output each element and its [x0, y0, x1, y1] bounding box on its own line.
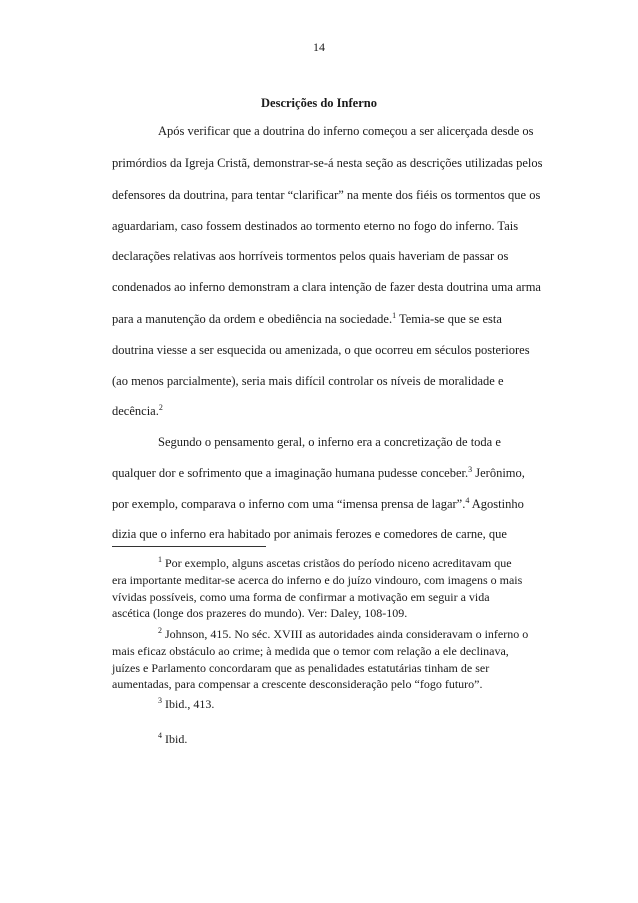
body-line — [112, 312, 502, 327]
body-text-segment: por exemplo, comparava o inferno com uma “imensa prensa de lagar”. — [112, 497, 466, 511]
body-line: dizia que o inferno era habitado por animais ferozes e comedores de carne, que — [112, 527, 507, 541]
footnote-line: era importante meditar-se acerca do inferno e do juízo vindouro, com imagens o mais — [112, 572, 523, 587]
body-line: defensores da doutrina, para tentar “clarificar” na mente dos fiéis os tormentos que os — [112, 188, 541, 202]
section-heading: Descrições do Inferno — [261, 96, 377, 110]
footnote-mark: 3 — [158, 696, 162, 705]
footnote-4 — [112, 731, 562, 748]
footnote-line: vívidas possíveis, como uma forma de confirmar a motivação em seguir a vida — [112, 589, 490, 604]
body-line: doutrina viesse a ser esquecida ou amenizada, o que ocorreu em séculos posteriores — [112, 343, 530, 357]
body-text-segment: Agostinho — [469, 497, 524, 511]
body-text-segment: Jerônimo, — [472, 466, 525, 480]
footnote-line: Ibid. — [162, 732, 188, 746]
footnote-reference[interactable]: 3 — [468, 464, 473, 474]
footnote-3 — [112, 696, 562, 713]
body-text-segment: Temia-se que se esta — [396, 312, 502, 326]
footnote-line: ascética (longe dos prazeres do mundo). Ver: Daley, 108-109. — [112, 606, 408, 621]
footnote-mark: 4 — [158, 731, 162, 740]
body-line: Após verificar que a doutrina do inferno começou a ser alicerçada desde os — [158, 124, 534, 138]
body-line — [112, 497, 524, 512]
body-line — [112, 404, 163, 419]
page-number: 14 — [313, 40, 325, 54]
body-line: aguardariam, caso fossem destinados ao tormento eterno no fogo do inferno. Tais — [112, 219, 519, 233]
body-text-segment: decência. — [112, 404, 159, 418]
footnote-line: Johnson, 415. No séc. XVIII as autoridades ainda consideravam o inferno o — [162, 627, 529, 641]
footnote-mark: 2 — [158, 626, 162, 635]
footnote-2 — [112, 626, 562, 693]
body-line: Segundo o pensamento geral, o inferno era a concretização de toda e — [158, 435, 501, 449]
footnote-1 — [112, 555, 562, 622]
body-line — [112, 466, 525, 481]
body-line: declarações relativas aos horríveis tormentos pelos quais haveriam de passar os — [112, 249, 509, 263]
footnote-separator — [112, 546, 266, 547]
footnote-line: juízes e Parlamento concordaram que as penalidades estatutárias tinham de ser — [112, 660, 490, 675]
footnote-reference[interactable]: 4 — [465, 495, 470, 505]
footnote-line: Por exemplo, alguns ascetas cristãos do período niceno acreditavam que — [162, 556, 512, 570]
body-line: (ao menos parcialmente), seria mais difícil controlar os níveis de moralidade e — [112, 374, 504, 388]
footnote-line: aumentadas, para compensar a crescente desconsideração pelo “fogo futuro”. — [112, 677, 483, 692]
body-text-segment: qualquer dor e sofrimento que a imaginação humana pudesse conceber. — [112, 466, 469, 480]
footnote-mark: 1 — [158, 555, 162, 564]
body-line: condenados ao inferno demonstram a clara intenção de fazer desta doutrina uma arma — [112, 280, 541, 294]
footnote-line: Ibid., 413. — [162, 697, 215, 711]
footnote-reference[interactable]: 2 — [158, 402, 163, 412]
footnote-line: mais eficaz obstáculo ao crime; à medida que o temor com relação a ele declinava, — [112, 643, 509, 658]
body-text-segment: para a manutenção da ordem e obediência na sociedade. — [112, 312, 393, 326]
footnote-reference[interactable]: 1 — [392, 310, 397, 320]
body-line: primórdios da Igreja Cristã, demonstrar-se-á nesta seção as descrições utilizadas pelos — [112, 156, 543, 170]
